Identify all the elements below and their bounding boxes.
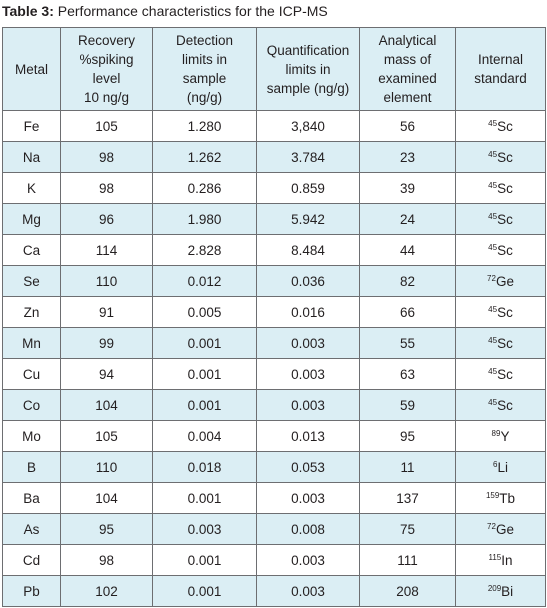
cell-internal-standard	[456, 514, 546, 545]
cell-recovery: 96	[61, 204, 153, 235]
table-row	[3, 483, 546, 514]
isotope-mass: 6	[493, 459, 498, 469]
cell-quantification: 0.013	[257, 421, 360, 452]
cell-recovery: 99	[61, 328, 153, 359]
cell-mass: 24	[360, 204, 456, 235]
element-symbol: Sc	[497, 118, 513, 134]
cell-internal-standard	[456, 111, 546, 142]
isotope-mass: 45	[488, 118, 498, 128]
element-symbol: Bi	[501, 583, 514, 599]
isotope-mass: 45	[488, 366, 498, 376]
cell-internal-standard	[456, 390, 546, 421]
element-symbol: Sc	[497, 366, 513, 382]
cell-mass: 208	[360, 576, 456, 607]
cell-internal-standard	[456, 576, 546, 607]
cell-quantification: 3.784	[257, 142, 360, 173]
cell-detection: 2.828	[153, 235, 257, 266]
cell-mass: 63	[360, 359, 456, 390]
cell-metal: Cd	[3, 545, 61, 576]
cell-internal-standard	[456, 173, 546, 204]
isotope-mass: 45	[488, 149, 498, 159]
isotope-mass: 45	[488, 180, 498, 190]
table-row	[3, 328, 546, 359]
isotope-mass: 45	[488, 397, 498, 407]
element-symbol: Sc	[497, 149, 513, 165]
cell-detection: 0.012	[153, 266, 257, 297]
cell-detection: 0.001	[153, 545, 257, 576]
cell-recovery: 114	[61, 235, 153, 266]
cell-detection: 0.004	[153, 421, 257, 452]
cell-internal-standard	[456, 545, 546, 576]
cell-metal: Fe	[3, 111, 61, 142]
cell-quantification: 0.003	[257, 390, 360, 421]
table-row	[3, 390, 546, 421]
cell-detection: 0.001	[153, 390, 257, 421]
cell-quantification: 8.484	[257, 235, 360, 266]
cell-detection: 0.003	[153, 514, 257, 545]
element-symbol: Sc	[497, 304, 513, 320]
cell-mass: 55	[360, 328, 456, 359]
cell-mass: 44	[360, 235, 456, 266]
cell-recovery: 110	[61, 452, 153, 483]
table-header	[3, 28, 546, 111]
cell-detection: 1.980	[153, 204, 257, 235]
cell-detection: 0.001	[153, 328, 257, 359]
isotope-mass: 89	[491, 428, 501, 438]
cell-recovery: 104	[61, 483, 153, 514]
cell-internal-standard	[456, 266, 546, 297]
cell-detection: 0.286	[153, 173, 257, 204]
cell-recovery: 102	[61, 576, 153, 607]
table-row	[3, 576, 546, 607]
cell-mass: 59	[360, 390, 456, 421]
cell-mass: 23	[360, 142, 456, 173]
cell-quantification: 0.036	[257, 266, 360, 297]
isotope-mass: 45	[488, 211, 498, 221]
cell-mass: 56	[360, 111, 456, 142]
cell-metal: Co	[3, 390, 61, 421]
cell-mass: 137	[360, 483, 456, 514]
element-symbol: Ge	[495, 521, 514, 537]
cell-quantification: 0.003	[257, 483, 360, 514]
cell-internal-standard	[456, 483, 546, 514]
cell-mass: 111	[360, 545, 456, 576]
cell-recovery: 98	[61, 173, 153, 204]
cell-recovery: 105	[61, 421, 153, 452]
cell-metal: Cu	[3, 359, 61, 390]
table-row	[3, 204, 546, 235]
table-caption-text: Performance characteristics for the ICP-MS	[57, 3, 328, 19]
cell-metal: Mn	[3, 328, 61, 359]
element-symbol: Sc	[497, 211, 513, 227]
cell-mass: 95	[360, 421, 456, 452]
cell-metal: Zn	[3, 297, 61, 328]
element-symbol: Y	[500, 428, 510, 444]
element-symbol: Ge	[495, 273, 514, 289]
cell-mass: 82	[360, 266, 456, 297]
isotope-mass: 72	[487, 273, 496, 283]
column-header-analytical-mass: Analytical mass of examined element	[360, 28, 456, 111]
cell-recovery: 91	[61, 297, 153, 328]
cell-metal: As	[3, 514, 61, 545]
cell-quantification: 0.003	[257, 545, 360, 576]
isotope-mass: 209	[487, 583, 502, 593]
cell-internal-standard	[456, 204, 546, 235]
table-row	[3, 266, 546, 297]
cell-quantification: 0.016	[257, 297, 360, 328]
table-caption-label: Table 3:	[2, 3, 54, 19]
cell-metal: Mg	[3, 204, 61, 235]
cell-internal-standard	[456, 359, 546, 390]
cell-detection: 1.262	[153, 142, 257, 173]
cell-quantification: 0.003	[257, 359, 360, 390]
cell-detection: 0.001	[153, 576, 257, 607]
table-row	[3, 545, 546, 576]
cell-internal-standard	[456, 328, 546, 359]
isotope-mass: 45	[488, 304, 498, 314]
table-row	[3, 111, 546, 142]
cell-recovery: 98	[61, 142, 153, 173]
cell-quantification: 3,840	[257, 111, 360, 142]
icp-ms-performance-table	[2, 27, 546, 607]
cell-quantification: 0.859	[257, 173, 360, 204]
table-row	[3, 173, 546, 204]
isotope-mass: 45	[488, 335, 498, 345]
cell-quantification: 0.008	[257, 514, 360, 545]
cell-internal-standard	[456, 452, 546, 483]
cell-detection: 0.001	[153, 359, 257, 390]
element-symbol: Tb	[499, 490, 516, 506]
cell-recovery: 110	[61, 266, 153, 297]
table-row	[3, 359, 546, 390]
cell-metal: Ca	[3, 235, 61, 266]
cell-metal: Na	[3, 142, 61, 173]
table-caption	[2, 2, 328, 20]
cell-internal-standard	[456, 235, 546, 266]
table-row	[3, 421, 546, 452]
table-body	[3, 111, 546, 607]
cell-mass: 11	[360, 452, 456, 483]
element-symbol: Sc	[497, 335, 513, 351]
isotope-mass: 45	[488, 242, 498, 252]
element-symbol: In	[501, 552, 513, 568]
column-header-recovery: Recovery %spiking level 10 ng/g	[61, 28, 153, 111]
cell-recovery: 104	[61, 390, 153, 421]
table-row	[3, 514, 546, 545]
cell-recovery: 105	[61, 111, 153, 142]
table-row	[3, 235, 546, 266]
isotope-mass: 72	[487, 521, 496, 531]
element-symbol: Li	[497, 459, 508, 475]
table-row	[3, 452, 546, 483]
column-header-metal: Metal	[3, 28, 61, 111]
cell-detection: 1.280	[153, 111, 257, 142]
cell-metal: B	[3, 452, 61, 483]
isotope-mass: 159	[485, 490, 500, 500]
cell-internal-standard	[456, 421, 546, 452]
cell-mass: 39	[360, 173, 456, 204]
element-symbol: Sc	[497, 397, 513, 413]
cell-metal: Ba	[3, 483, 61, 514]
column-header-quantification-limit: Quantification limits in sample (ng/g)	[257, 28, 360, 111]
table-row	[3, 142, 546, 173]
table-row	[3, 297, 546, 328]
cell-metal: K	[3, 173, 61, 204]
cell-metal: Mo	[3, 421, 61, 452]
column-header-internal-standard: Internal standard	[456, 28, 546, 111]
cell-internal-standard	[456, 142, 546, 173]
cell-quantification: 5.942	[257, 204, 360, 235]
column-header-detection-limit: Detection limits in sample (ng/g)	[153, 28, 257, 111]
cell-recovery: 98	[61, 545, 153, 576]
cell-internal-standard	[456, 297, 546, 328]
cell-metal: Se	[3, 266, 61, 297]
header-row	[3, 28, 546, 111]
cell-recovery: 95	[61, 514, 153, 545]
cell-metal: Pb	[3, 576, 61, 607]
cell-detection: 0.005	[153, 297, 257, 328]
cell-recovery: 94	[61, 359, 153, 390]
cell-quantification: 0.003	[257, 328, 360, 359]
cell-mass: 66	[360, 297, 456, 328]
element-symbol: Sc	[497, 242, 513, 258]
isotope-mass: 115	[488, 552, 502, 562]
cell-quantification: 0.003	[257, 576, 360, 607]
element-symbol: Sc	[497, 180, 513, 196]
cell-detection: 0.018	[153, 452, 257, 483]
cell-mass: 75	[360, 514, 456, 545]
cell-detection: 0.001	[153, 483, 257, 514]
cell-quantification: 0.053	[257, 452, 360, 483]
